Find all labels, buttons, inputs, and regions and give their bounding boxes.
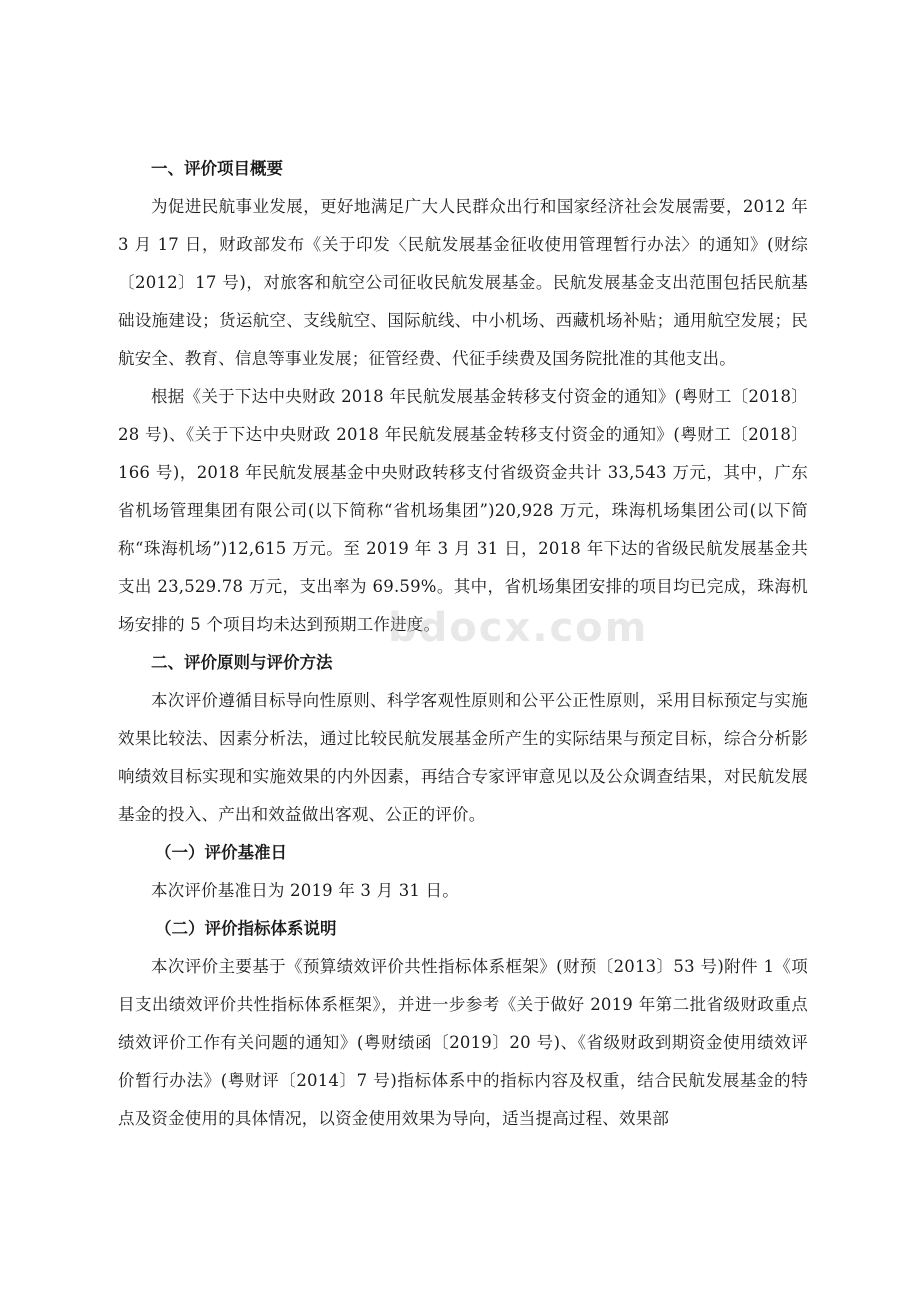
document-body: [118, 150, 808, 1138]
section-principles: [118, 644, 808, 834]
watermark: bdocx.com: [388, 605, 649, 651]
paragraph: 为促进民航事业发展，更好地满足广大人民群众出行和国家经济社会发展需要，2012 年 3 月 17 日，财政部发布《关于印发〈民航发展基金征收使用管理暂行办法〉的通知》(财综〔2012〕17 号)，对旅客和航空公司征收民航发展基金。民航发展基金支出范围包括民航基础设施建设；货运航空、支线航空、国际航线、中小机场、西藏机场补贴；通用航空发展；民航安全、教育、信息等事业发展；征管经费、代征手续费及国务院批准的其他支出。: [118, 197, 808, 368]
subsection-heading: （一）评价基准日: [155, 843, 287, 862]
paragraph: 本次评价遵循目标导向性原则、科学客观性原则和公平公正性原则，采用目标预定与实施效果比较法、因素分析法，通过比较民航发展基金所产生的实际结果与预定目标，综合分析影响绩效目标实现和实施效果的内外因素，再结合专家评审意见以及公众调查结果，对民航发展基金的投入、产出和效益做出客观、公正的评价。: [118, 691, 808, 824]
paragraph: 根据《关于下达中央财政 2018 年民航发展基金转移支付资金的通知》(粤财工〔2018〕28 号)、《关于下达中央财政 2018 年民航发展基金转移支付资金的通知》(粤财工〔2018〕166 号)，2018 年民航发展基金中央财政转移支付省级资金共计 33,543 万元，其中，广东省机场管理集团有限公司(以下简称“省机场集团”)20,928 万元，珠海机场集团公司(以下简称“珠海机场”)12,615 万元。至 2019 年 3 月 31 日，2018 年下达的省级民航发展基金共支出 23,529.78 万元，支出率为 69.59%。其中，省机场集团安排的项目均已完成，珠海机场安排的 5 个项目均未达到预期工作进度。: [118, 387, 808, 634]
paragraph: 本次评价基准日为 2019 年 3 月 31 日。: [151, 881, 459, 900]
section-base-date: [118, 834, 808, 910]
subsection-heading: （二）评价指标体系说明: [155, 919, 337, 938]
section-indicator-system: [118, 910, 808, 1138]
section-heading: 二、评价原则与评价方法: [151, 653, 333, 672]
section-heading: 一、评价项目概要: [151, 159, 283, 178]
section-overview: [118, 150, 808, 644]
paragraph: 本次评价主要基于《预算绩效评价共性指标体系框架》(财预〔2013〕53 号)附件 1《项目支出绩效评价共性指标体系框架》，并进一步参考《关于做好 2019 年第二批省级财政重点绩效评价工作有关问题的通知》(粤财绩函〔2019〕20 号)、《省级财政到期资金使用绩效评价暂行办法》(粤财评〔2014〕7 号)指标体系中的指标内容及权重，结合民航发展基金的特点及资金使用的具体情况，以资金使用效果为导向，适当提高过程、效果部: [118, 957, 808, 1128]
